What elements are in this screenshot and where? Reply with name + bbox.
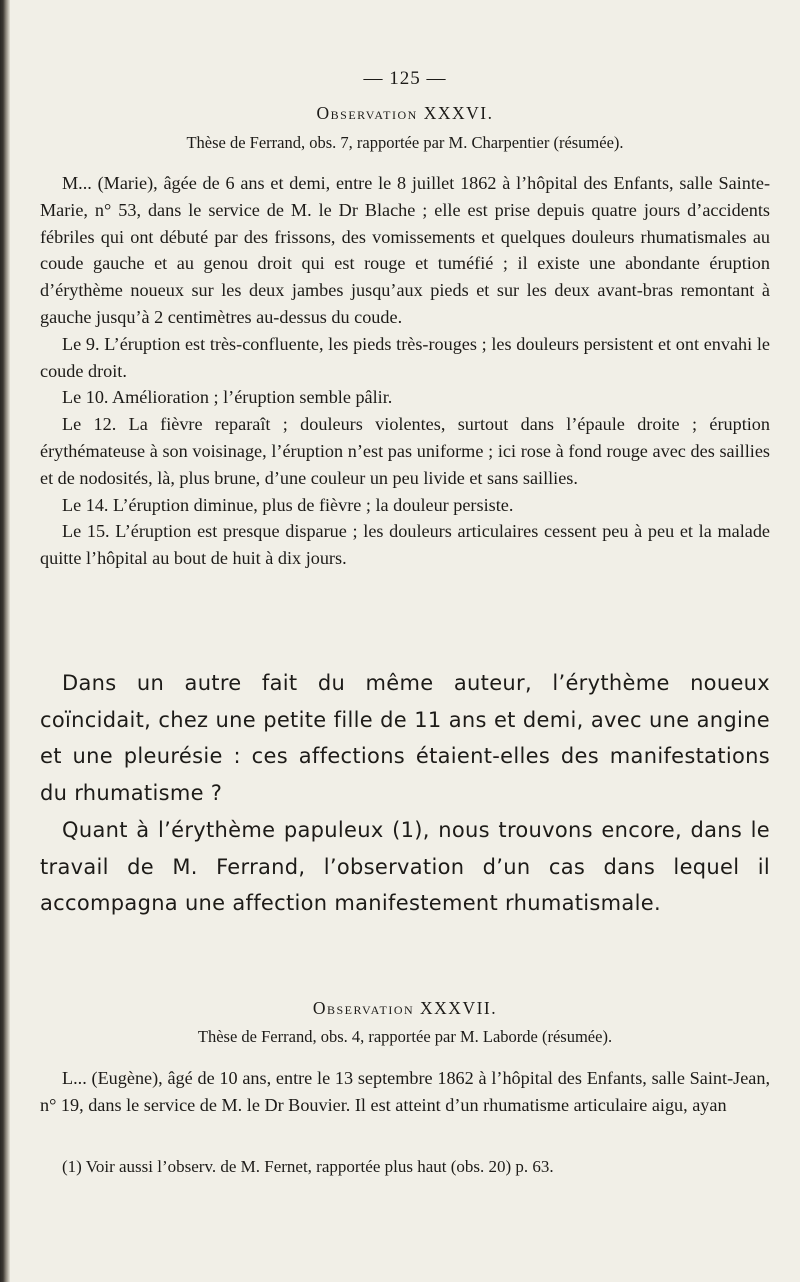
commentary-body (40, 665, 770, 922)
observation-37-title: Observation XXXVII. (312, 998, 498, 1018)
commentary-paragraph: Dans un autre fait du même auteur, l’érythème noueux coïncidait, chez une petite fille de 11 ans et demi, avec une angine et une pleurésie : ces affections étaient-elles des manifestations du rhumatisme ? (40, 671, 770, 806)
observation-36-title: Observation XXXVI. (316, 103, 494, 123)
commentary-paragraph: Quant à l’érythème papuleux (1), nous trouvons encore, dans le travail de M. Ferrand, l’observation d’un cas dans lequel il accompagna une affection manifestement rhumatismale. (40, 817, 770, 916)
observation-36-paragraph: M... (Marie), âgée de 6 ans et demi, entre le 8 juillet 1862 à l’hôpital des Enfants, salle Sainte-Marie, n° 53, dans le service de M. le Dr Blache ; elle est prise depuis quatre jours d’accidents fébriles qui ont débuté par des frissons, des vomissements et quelques douleurs rhumatismales au coude gauche et au genou droit qui est rouge et tuméfié ; il existe une abondante éruption d’érythème noueux sur les deux jambes jusqu’aux pieds et sur les deux avant-bras remontant à gauche jusqu’à 2 centimètres au-dessus du coude. (40, 173, 770, 327)
observation-37-paragraph: L... (Eugène), âgé de 10 ans, entre le 13 septembre 1862 à l’hôpital des Enfants, salle Saint-Jean, n° 19, dans le service de M. le Dr Bouvier. Il est atteint d’un rhumatisme articulaire aigu, ayan (40, 1068, 770, 1115)
observation-36-body (40, 170, 770, 572)
observation-36-paragraph: Le 10. Amélioration ; l’éruption semble pâlir. (62, 387, 393, 408)
footnote: (1) Voir aussi l’observ. de M. Fernet, rapportée plus haut (obs. 20) p. 63. (62, 1157, 554, 1176)
page-number: — 125 — (363, 68, 447, 89)
observation-36-source: Thèse de Ferrand, obs. 7, rapportée par M. Charpentier (résumée). (186, 133, 624, 152)
observation-36-paragraph: Le 15. L’éruption est presque disparue ; les douleurs articulaires cessent peu à peu et la malade quitte l’hôpital au bout de huit à dix jours. (40, 521, 770, 569)
observation-36-paragraph: Le 14. L’éruption diminue, plus de fièvre ; la douleur persiste. (62, 494, 514, 515)
observation-37-source: Thèse de Ferrand, obs. 4, rapportée par M. Laborde (résumée). (197, 1027, 613, 1046)
page-binding-edge (0, 0, 10, 1282)
observation-36-paragraph: Le 9. L’éruption est très-confluente, les pieds très-rouges ; les douleurs persistent et ont envahi le coude droit. (40, 333, 770, 381)
observation-37-body (40, 1065, 770, 1119)
observation-36-paragraph: Le 12. La fièvre reparaît ; douleurs violentes, surtout dans l’épaule droite ; éruption érythémateuse à son voisinage, l’éruption n’est pas uniforme ; ici rose à fond rouge avec des saillies et de nodosités, là, plus brune, d’une couleur un peu livide et sans saillies. (40, 414, 770, 488)
